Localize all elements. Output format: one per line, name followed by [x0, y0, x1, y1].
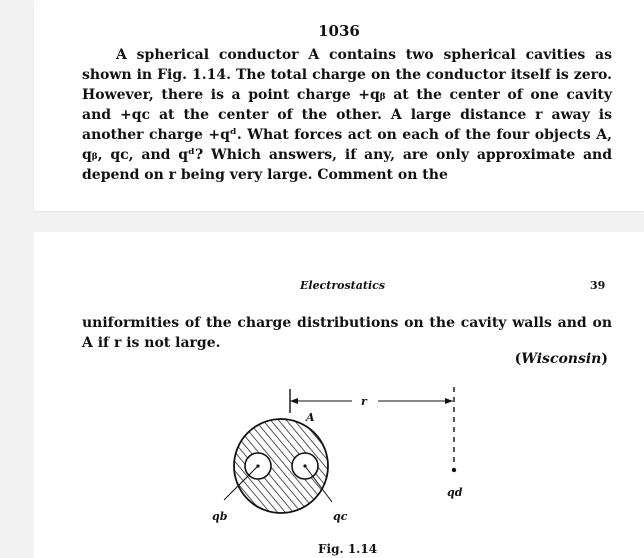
figure-caption: Fig. 1.14	[318, 542, 378, 556]
bottom-page	[34, 232, 644, 558]
problem-statement: A spherical conductor A contains two spherical cavities as shown in Fig. 1.14. The total charge on the conductor itself is zero. However, there is a point charge +qᵦ at the center of one cavity and +qᴄ at the center of the other. A large distance r away is another charge +qᵈ. What forces act on each of the four objects A, qᵦ, qᴄ, and qᵈ? Which answers, if any, are only approximate and depend on r being very large. Comment on the	[82, 47, 612, 183]
problem-number: 1036	[318, 22, 360, 40]
label-qb: qb	[212, 510, 228, 523]
label-qd: qd	[447, 486, 463, 499]
top-page	[34, 0, 644, 211]
label-a: A	[306, 411, 315, 424]
figure-1-14	[34, 232, 644, 558]
label-r: r	[361, 395, 367, 408]
problem-continuation: uniformities of the charge distributions on the cavity walls and on A if r is not large.	[82, 315, 612, 351]
source-close-paren: )	[601, 351, 608, 367]
charge-qd-dot	[452, 468, 456, 472]
source-name: Wisconsin	[521, 351, 602, 367]
running-head: Electrostatics	[300, 279, 386, 292]
source-open-paren: (	[514, 351, 522, 367]
page-number: 39	[590, 279, 606, 292]
label-qc: qc	[333, 510, 348, 523]
